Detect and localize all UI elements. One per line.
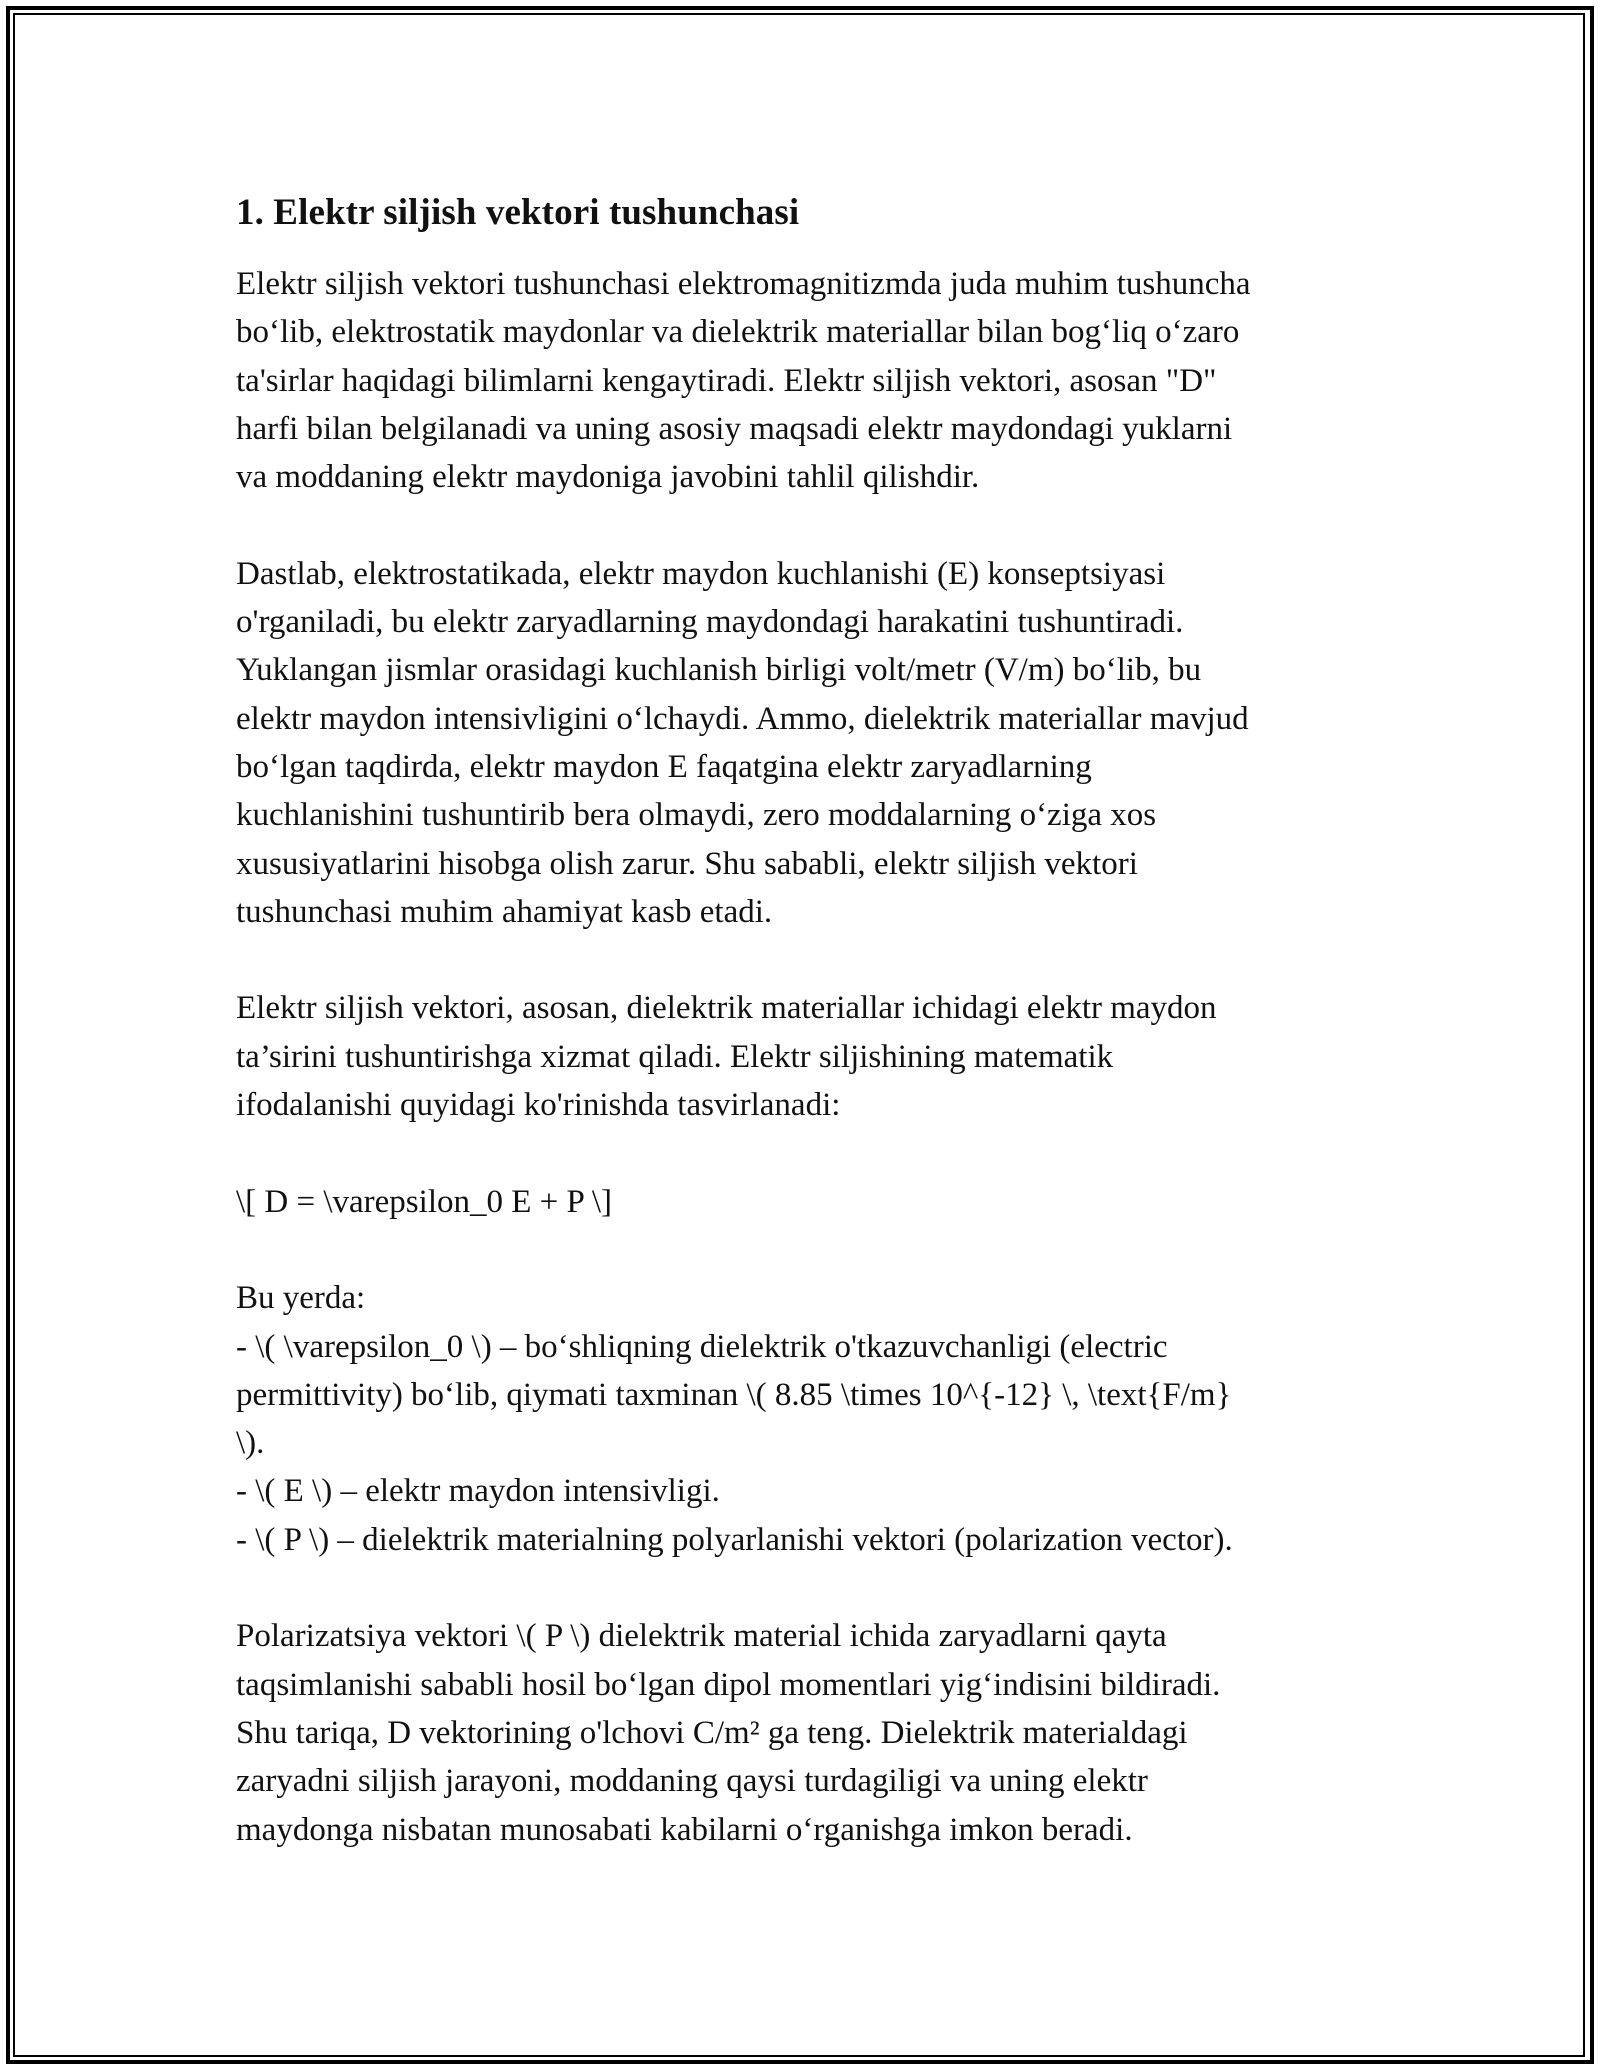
paragraph-gap [236, 501, 1376, 549]
paragraph [236, 984, 1376, 1129]
text-line: permittivity) bo‘lib, qiymati taxminan \( 8.85 \times 10^{-12} \, \text{F/m} [236, 1376, 1232, 1413]
text-line: zaryadni siljish jarayoni, moddaning qaysi turdagiligi va uning elektr [236, 1763, 1148, 1800]
text-line: Shu tariqa, D vektorining o'lchovi C/m² ga teng. Dielektrik materialdagi [236, 1714, 1188, 1751]
section-heading: 1. Elektr siljish vektori tushunchasi [236, 192, 800, 233]
text-line: Elektr siljish vektori tushunchasi elektromagnitizmda juda muhim tushuncha [236, 266, 1251, 302]
paragraph [236, 1612, 1376, 1853]
text-line: Bu yerda: [236, 1280, 366, 1317]
text-line: Dastlab, elektrostatikada, elektr maydon kuchlanishi (E) konseptsiyasi [236, 555, 1166, 592]
text-line: \). [236, 1425, 265, 1462]
paragraph [236, 550, 1376, 936]
paragraph-gap [236, 1564, 1376, 1612]
document-body [236, 184, 1376, 1854]
text-line: ifodalanishi quyidagi ko'rinishda tasvirlanadi: [236, 1087, 841, 1124]
text-flow [236, 260, 1376, 1854]
paragraph-gap [236, 1129, 1376, 1177]
text-line: ta’sirini tushuntirishga xizmat qiladi. Elektr siljishining matematik [236, 1038, 1114, 1075]
text-line: taqsimlanishi sababli hosil bo‘lgan dipol momentlari yig‘indisini bildiradi. [236, 1666, 1221, 1703]
paragraph-gap [236, 936, 1376, 984]
text-line: - \( P \) – dielektrik materialning polyarlanishi vektori (polarization vector). [236, 1521, 1233, 1558]
text-line: - \( \varepsilon_0 \) – bo‘shliqning dielektrik o'tkazuvchanligi (electric [236, 1328, 1168, 1365]
text-line: elektr maydon intensivligini o‘lchaydi. Ammo, dielektrik materiallar mavjud [236, 700, 1249, 737]
text-line: maydonga nisbatan munosabati kabilarni o‘rganishga imkon beradi. [236, 1811, 1133, 1848]
text-line: Polarizatsiya vektori \( P \) dielektrik material ichida zaryadlarni qayta [236, 1618, 1167, 1655]
text-line: Yuklangan jismlar orasidagi kuchlanish birligi volt/metr (V/m) bo‘lib, bu [236, 652, 1202, 689]
text-line: va moddaning elektr maydoniga javobini tahlil qilishdir. [236, 459, 980, 496]
text-line: tushunchasi muhim ahamiyat kasb etadi. [236, 893, 773, 930]
text-line: - \( E \) – elektr maydon intensivligi. [236, 1473, 720, 1510]
text-line: bo‘lgan taqdirda, elektr maydon E faqatgina elektr zaryadlarning [236, 748, 1092, 785]
text-line: Elektr siljish vektori, asosan, dielektrik materiallar ichidagi elektr maydon [236, 990, 1217, 1027]
text-line: xususiyatlarini hisobga olish zarur. Shu sababli, elektr siljish vektori [236, 845, 1138, 882]
paragraph-gap [236, 1226, 1376, 1274]
paragraph [236, 1178, 1376, 1226]
paragraph [236, 1274, 1376, 1564]
text-line: kuchlanishini tushuntirib bera olmaydi, zero moddalarning o‘ziga xos [236, 797, 1157, 834]
text-line: o'rganiladi, bu elektr zaryadlarning maydondagi harakatini tushuntiradi. [236, 604, 1184, 641]
text-line: ta'sirlar haqidagi bilimlarni kengaytiradi. Elektr siljish vektori, asosan "D" [236, 362, 1217, 399]
text-line: harfi bilan belgilanadi va uning asosiy maqsadi elektr maydondagi yuklarni [236, 410, 1233, 447]
text-line: bo‘lib, elektrostatik maydonlar va dielektrik materiallar bilan bog‘liq o‘zaro [236, 314, 1240, 351]
paragraph [236, 260, 1376, 501]
text-line: \[ D = \varepsilon_0 E + P \] [236, 1183, 613, 1220]
